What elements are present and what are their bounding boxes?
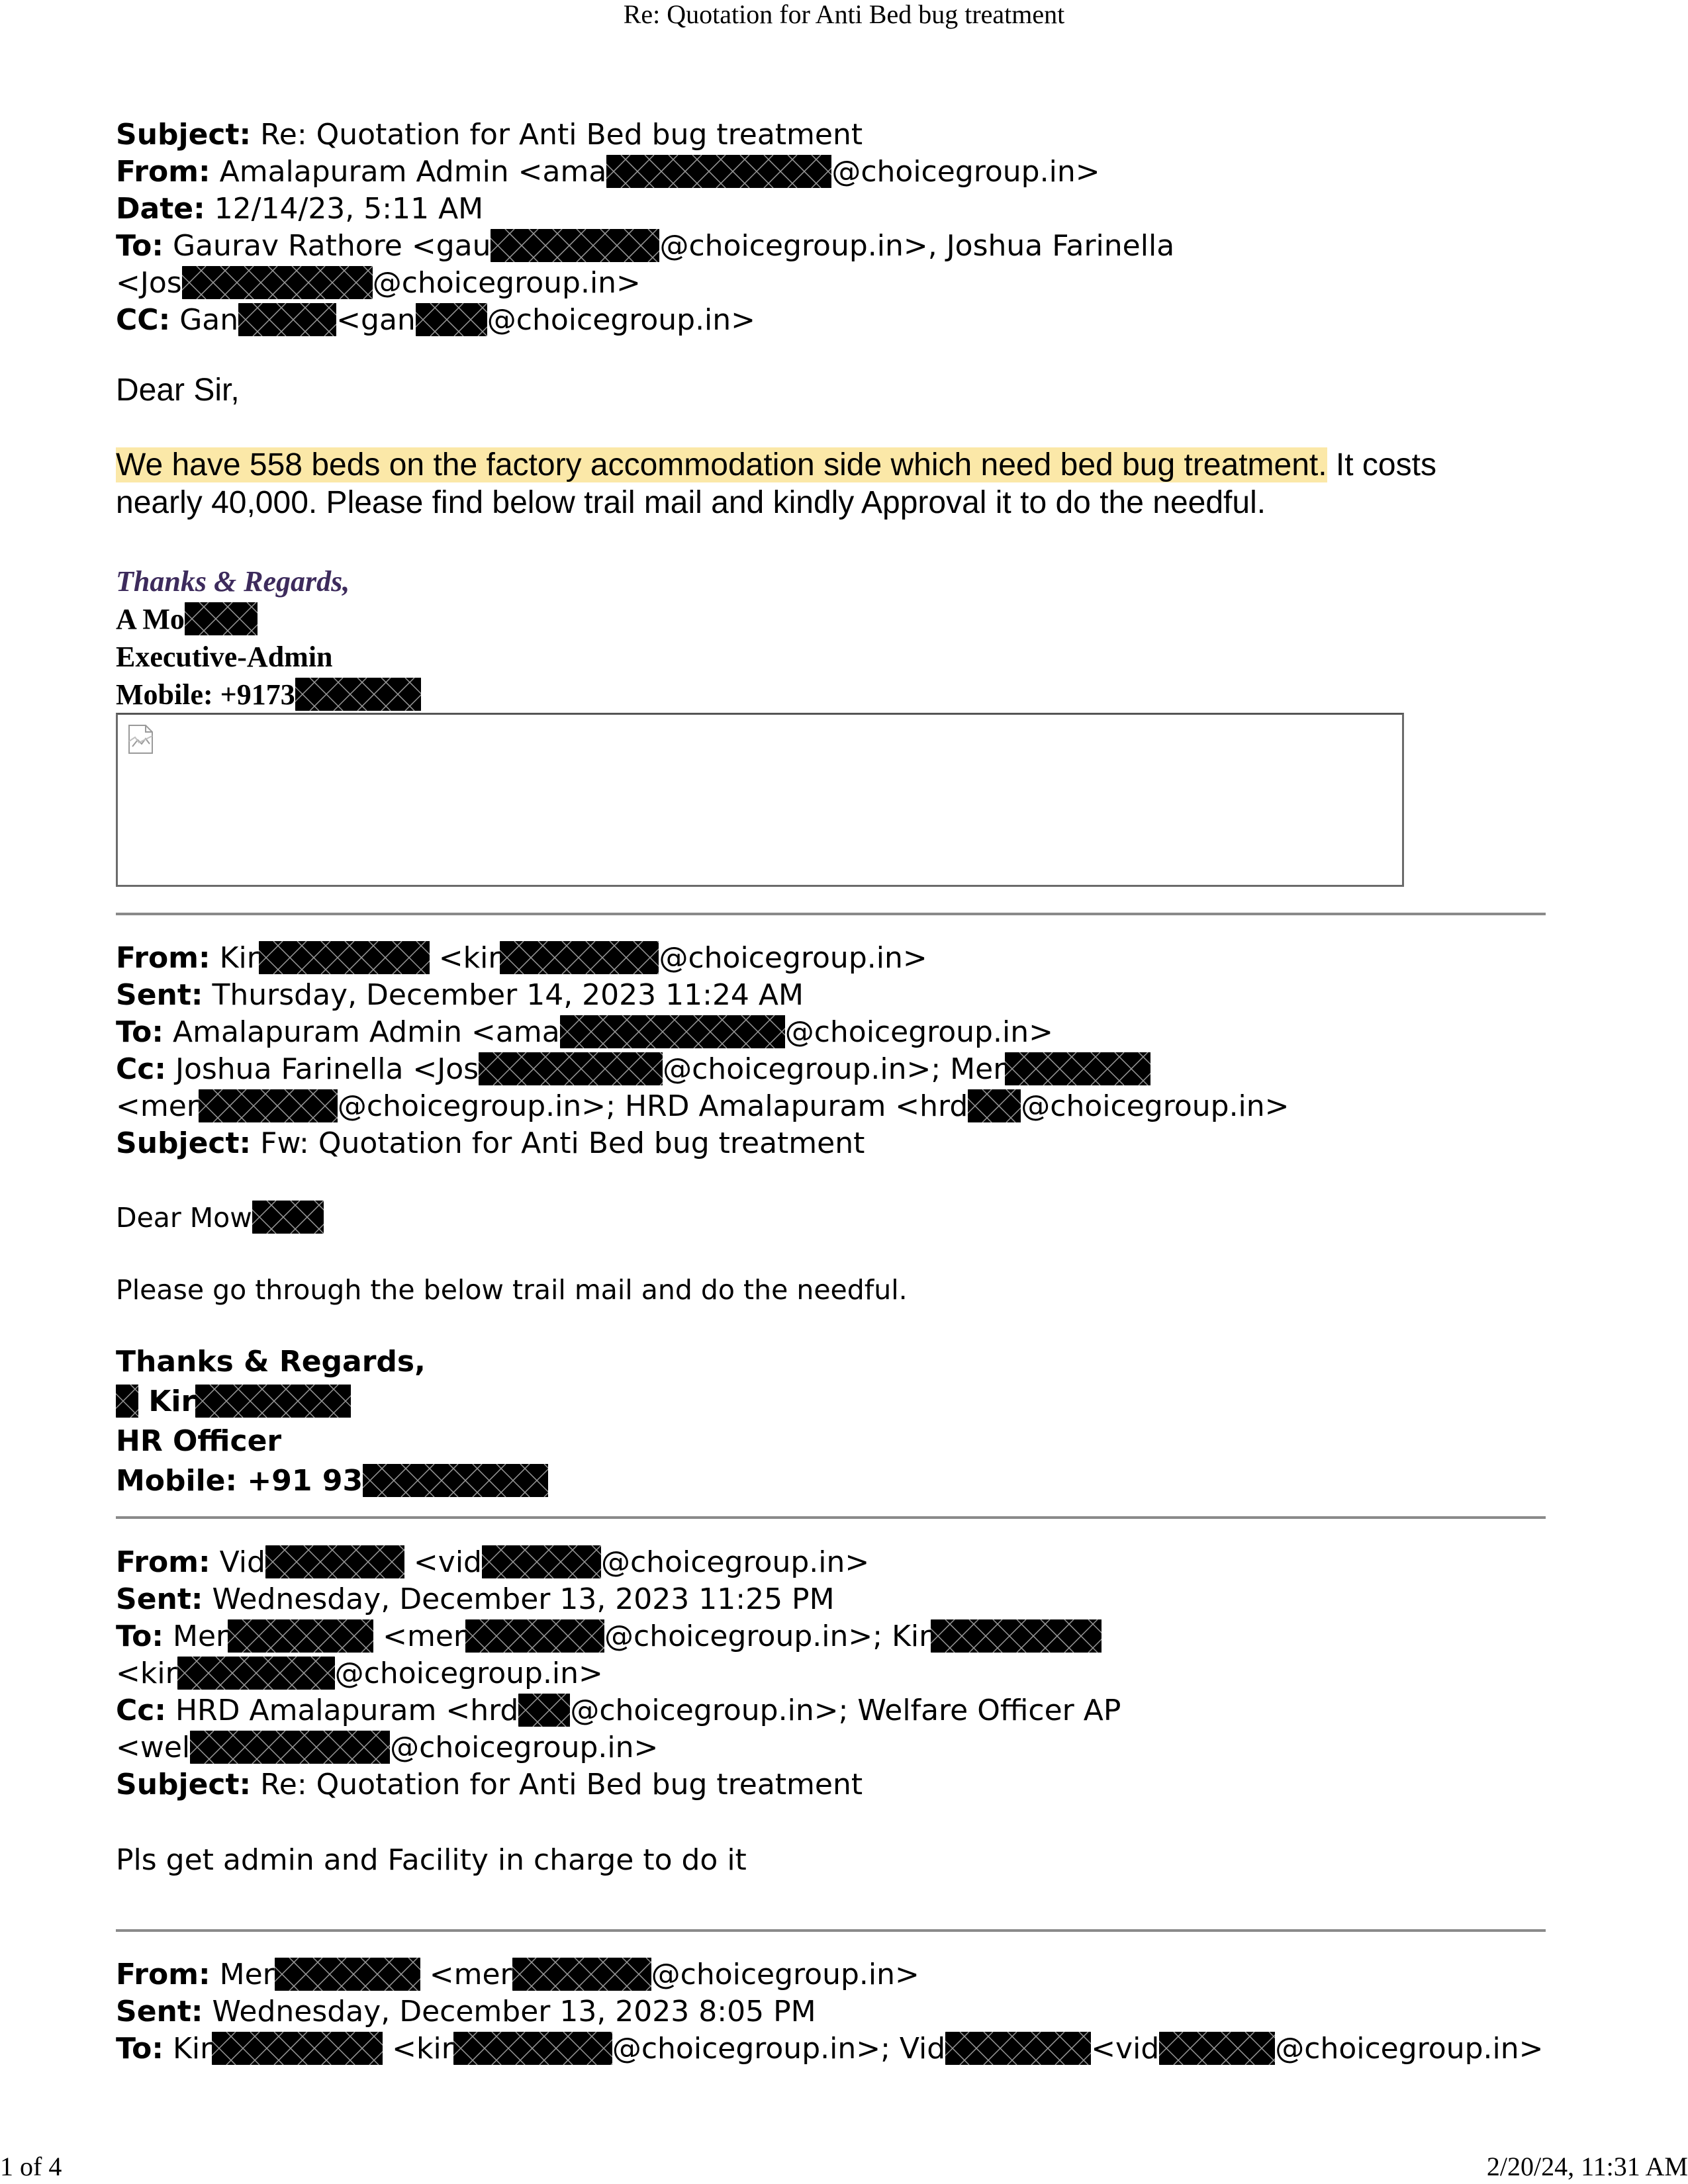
redaction-hatch	[195, 1385, 351, 1418]
from-email-start: <vid	[413, 1545, 482, 1579]
divider	[116, 913, 1546, 915]
redaction-hatch	[182, 266, 373, 299]
redaction-hatch	[453, 2032, 612, 2065]
sent-value: Thursday, December 14, 2023 11:24 AM	[212, 978, 804, 1012]
redaction-box	[482, 1545, 601, 1578]
redaction-box	[931, 1619, 1102, 1653]
redaction-hatch	[491, 229, 659, 262]
redaction-box	[416, 303, 487, 336]
cc-label: Cc:	[116, 1694, 166, 1727]
redaction-box	[518, 1694, 570, 1727]
msg3-sent-line	[116, 1581, 835, 1618]
redaction-hatch	[252, 1201, 324, 1234]
cc-domain: @choicegroup.in>; Welfare Officer AP	[570, 1694, 1121, 1727]
redaction-hatch	[185, 602, 258, 635]
redaction-hatch	[238, 303, 336, 336]
footer-page-number: 1 of 4	[0, 2152, 62, 2181]
redaction-hatch	[465, 1619, 604, 1653]
redaction-hatch	[228, 1619, 373, 1653]
to-label: To:	[116, 2032, 164, 2066]
from-label: From:	[116, 1958, 211, 1991]
from-email-start: <mer	[429, 1958, 512, 1991]
highlighted-text: We have 558 beds on the factory accommodation side which need bed bug treatment.	[116, 447, 1327, 482]
footer-timestamp: 2/20/24, 11:31 AM	[1486, 2152, 1688, 2181]
redaction-box	[185, 602, 258, 635]
redaction-hatch	[116, 1385, 138, 1418]
cc-domain: @choicegroup.in>; Mer	[663, 1052, 1006, 1086]
sig-mobile-text: Mobile: +91 93	[116, 1464, 363, 1498]
redaction-box	[259, 941, 430, 974]
signature-title: Executive-Admin	[116, 641, 333, 673]
to-label: To:	[116, 1619, 164, 1653]
cc-label: CC:	[116, 303, 171, 337]
to-label: To:	[116, 1015, 164, 1049]
cc-email-end: @choicegroup.in>	[487, 303, 756, 337]
redaction-hatch	[1159, 2032, 1275, 2065]
cc-email-end: @choicegroup.in>	[390, 1731, 659, 1764]
from-email-end: @choicegroup.in>	[651, 1958, 919, 1991]
redaction-hatch	[259, 941, 430, 974]
redaction-box	[265, 1545, 404, 1578]
msg4-sent-line	[116, 1993, 816, 2030]
redaction-hatch	[416, 303, 487, 336]
latest-body-line-2: nearly 40,000. Please find below trail mail and kindly Approval it to do the needful.	[116, 485, 1266, 520]
from-label: From:	[116, 941, 211, 975]
latest-greeting: Dear Sir,	[116, 373, 240, 408]
redaction-hatch	[199, 1089, 338, 1122]
redaction-box	[512, 1958, 651, 1991]
from-label: From:	[116, 1545, 211, 1579]
redaction-hatch	[479, 1052, 663, 1085]
msg2-sent-line	[116, 977, 804, 1014]
redaction-hatch	[560, 1015, 785, 1048]
msg2-body: Please go through the below trail mail and do the needful.	[116, 1274, 908, 1306]
subject-value: Re: Quotation for Anti Bed bug treatment	[260, 118, 863, 152]
redaction-box	[465, 1619, 604, 1653]
date-value: 12/14/23, 5:11 AM	[214, 192, 484, 226]
msg2-subject-line	[116, 1125, 865, 1162]
redaction-hatch	[945, 2032, 1091, 2065]
to-email-2-start: <vid	[1091, 2032, 1160, 2066]
msg2-cc-line-cont	[116, 1088, 1289, 1125]
to-name: Amalapuram Admin <ama	[173, 1015, 560, 1049]
redaction-hatch	[482, 1545, 601, 1578]
redaction-hatch	[212, 2032, 383, 2065]
redaction-box	[116, 1385, 138, 1418]
msg3-subject-line	[116, 1766, 863, 1803]
redaction-box	[182, 266, 373, 299]
cc-name: HRD Amalapuram <hrd	[175, 1694, 519, 1727]
signature-mobile-text: Mobile: +9173	[116, 678, 295, 711]
msg2-sig-mobile	[116, 1463, 548, 1500]
msg2-cc-line	[116, 1051, 1150, 1088]
sig-title-text: HR Officer	[116, 1424, 282, 1458]
redaction-box	[363, 1464, 548, 1497]
redaction-box	[190, 1731, 390, 1764]
redaction-box	[945, 2032, 1091, 2065]
sig-name-text: Kir	[138, 1385, 196, 1418]
redaction-box	[238, 303, 336, 336]
body-text: It costs	[1327, 447, 1436, 482]
cc-label: Cc:	[116, 1052, 166, 1086]
msg2-sig-title	[116, 1423, 281, 1460]
sent-value: Wednesday, December 13, 2023 11:25 PM	[212, 1582, 835, 1616]
latest-to-line	[116, 228, 1174, 265]
redaction-box	[1005, 1052, 1150, 1085]
greeting-text: Dear Mow	[116, 1202, 252, 1234]
msg2-sig-name	[116, 1383, 351, 1420]
redaction-box	[479, 1052, 663, 1085]
msg3-from-line	[116, 1544, 869, 1581]
to-email-2-start: <kir	[116, 1657, 177, 1690]
redaction-hatch	[1005, 1052, 1150, 1085]
subject-value: Fw: Quotation for Anti Bed bug treatment	[260, 1126, 865, 1160]
redaction-hatch	[931, 1619, 1102, 1653]
to-label: To:	[116, 229, 164, 263]
signature-thanks: Thanks & Regards,	[116, 565, 350, 598]
page-header-title: Re: Quotation for Anti Bed bug treatment	[623, 0, 1065, 29]
broken-image-placeholder	[116, 713, 1404, 887]
msg3-cc-line	[116, 1692, 1121, 1729]
from-name: Vid	[219, 1545, 265, 1579]
redaction-hatch	[500, 941, 659, 974]
signature-mobile	[116, 676, 421, 713]
redaction-box	[199, 1089, 338, 1122]
from-name: Amalapuram Admin <ama	[219, 155, 607, 189]
redaction-box	[295, 678, 421, 711]
msg3-cc-line-cont	[116, 1729, 658, 1766]
signature-name-text: A Mo	[116, 603, 185, 635]
subject-label: Subject:	[116, 118, 252, 152]
redaction-hatch	[177, 1657, 335, 1690]
to-email-2-end: @choicegroup.in>	[1275, 2032, 1544, 2066]
sent-label: Sent:	[116, 1995, 203, 2028]
signature-name	[116, 600, 258, 638]
latest-date-line	[116, 191, 483, 228]
from-domain: @choicegroup.in>	[831, 155, 1100, 189]
cc-name: Joshua Farinella <Jos	[175, 1052, 479, 1086]
redaction-hatch	[295, 678, 421, 711]
sent-value: Wednesday, December 13, 2023 8:05 PM	[212, 1995, 816, 2028]
to-email-1-start: <kir	[392, 2032, 453, 2066]
to-recipient-3: <Jos	[116, 266, 182, 300]
from-email-start: <kir	[438, 941, 500, 975]
subject-value: Re: Quotation for Anti Bed bug treatment	[260, 1768, 863, 1801]
redaction-box	[228, 1619, 373, 1653]
redaction-box	[453, 2032, 612, 2065]
to-recipient-2: @choicegroup.in>, Joshua Farinella	[659, 229, 1175, 263]
redaction-hatch	[265, 1545, 404, 1578]
cc-email-start: <mer	[116, 1089, 199, 1123]
msg4-to-line	[116, 2030, 1544, 2068]
redaction-box	[491, 229, 659, 262]
to-email-1-end: @choicegroup.in>; Kir	[604, 1619, 931, 1653]
broken-image-icon	[127, 724, 155, 754]
to-name-1: Mer	[173, 1619, 228, 1653]
msg3-to-line	[116, 1618, 1102, 1655]
divider	[116, 1516, 1546, 1519]
sent-label: Sent:	[116, 1582, 203, 1616]
redaction-box	[560, 1015, 785, 1048]
cc-email-end: @choicegroup.in>	[1021, 1089, 1289, 1123]
latest-cc-line	[116, 302, 755, 339]
sent-label: Sent:	[116, 978, 203, 1012]
latest-subject-line	[116, 116, 863, 154]
subject-label: Subject:	[116, 1126, 252, 1160]
divider	[116, 1929, 1546, 1932]
redaction-box	[195, 1385, 351, 1418]
redaction-box	[212, 2032, 383, 2065]
cc-email-mid: @choicegroup.in>; HRD Amalapuram <hrd	[337, 1089, 968, 1123]
from-label: From:	[116, 155, 211, 189]
redaction-box	[968, 1089, 1021, 1122]
cc-email-start: <gan	[336, 303, 416, 337]
from-name: Kir	[219, 941, 259, 975]
redaction-box	[500, 941, 659, 974]
from-email-end: @choicegroup.in>	[659, 941, 927, 975]
redaction-hatch	[190, 1731, 390, 1764]
redaction-hatch	[363, 1464, 548, 1497]
msg2-from-line	[116, 940, 927, 977]
msg2-sig-thanks	[116, 1343, 426, 1381]
redaction-box	[606, 155, 831, 188]
redaction-box	[252, 1201, 324, 1234]
latest-from-line	[116, 154, 1100, 191]
msg4-from-line	[116, 1956, 919, 1993]
redaction-hatch	[512, 1958, 651, 1991]
msg3-to-line-cont	[116, 1655, 603, 1692]
from-email-end: @choicegroup.in>	[600, 1545, 870, 1579]
sig-thanks-text: Thanks & Regards,	[116, 1345, 426, 1379]
to-recipient-4: @choicegroup.in>	[372, 266, 641, 300]
to-email-1-start: <mer	[383, 1619, 466, 1653]
subject-label: Subject:	[116, 1768, 252, 1801]
latest-to-line-cont	[116, 265, 641, 302]
to-email-2-end: @choicegroup.in>	[334, 1657, 603, 1690]
redaction-hatch	[275, 1958, 420, 1991]
redaction-box	[275, 1958, 420, 1991]
redaction-box	[1159, 2032, 1275, 2065]
cc-name: Gan	[179, 303, 239, 337]
cc-email-start: <wel	[116, 1731, 191, 1764]
msg3-body: Pls get admin and Facility in charge to do it	[116, 1843, 747, 1877]
date-label: Date:	[116, 192, 205, 226]
redaction-box	[177, 1657, 335, 1690]
from-name: Mer	[219, 1958, 275, 1991]
msg2-to-line	[116, 1014, 1053, 1051]
msg2-greeting	[116, 1199, 324, 1236]
latest-body-line-1	[116, 445, 1436, 485]
redaction-hatch	[968, 1089, 1021, 1122]
to-domain: @choicegroup.in>	[784, 1015, 1053, 1049]
to-name-1: Kir	[173, 2032, 212, 2066]
to-email-1-end: @choicegroup.in>; Vid	[612, 2032, 946, 2066]
redaction-hatch	[518, 1694, 570, 1727]
to-recipient-1: Gaurav Rathore <gau	[173, 229, 491, 263]
redaction-hatch	[606, 155, 831, 188]
